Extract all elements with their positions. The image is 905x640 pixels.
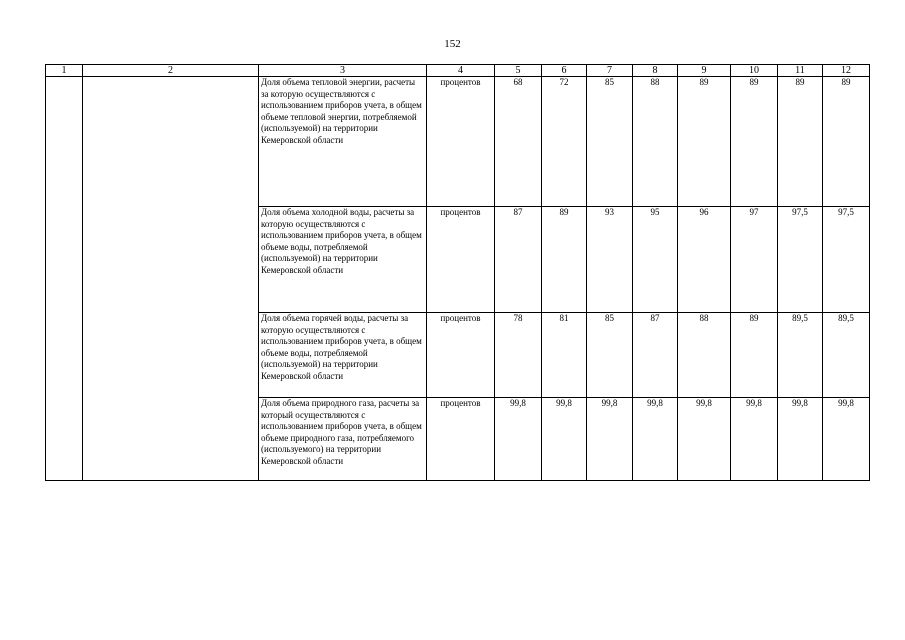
column-header: 9 (678, 65, 731, 77)
value-cell: 68 (495, 77, 542, 207)
value-cell: 99,8 (587, 398, 633, 481)
unit-cell: процентов (427, 313, 495, 398)
indicator-description: Доля объема холодной воды, расчеты за которую осуществляются с использованием приборов учета, в общем объеме воды, потребляемой (используемой) на территории Кемеровской области (259, 207, 427, 313)
value-cell: 93 (587, 207, 633, 313)
column-header: 7 (587, 65, 633, 77)
value-cell: 88 (678, 313, 731, 398)
unit-cell: процентов (427, 207, 495, 313)
indicator-description: Доля объема природного газа, расчеты за который осуществляются с использованием приборов учета, в общем объеме природного газа, потребляемого (используемого) на территории Кемеровской области (259, 398, 427, 481)
column-header: 8 (633, 65, 678, 77)
value-cell: 85 (587, 77, 633, 207)
value-cell: 89 (542, 207, 587, 313)
value-cell: 89 (731, 313, 778, 398)
column-header: 5 (495, 65, 542, 77)
value-cell: 97,5 (823, 207, 870, 313)
value-cell: 81 (542, 313, 587, 398)
value-cell: 89,5 (778, 313, 823, 398)
value-cell: 87 (495, 207, 542, 313)
value-cell: 95 (633, 207, 678, 313)
column-header: 11 (778, 65, 823, 77)
value-cell: 88 (633, 77, 678, 207)
value-cell: 78 (495, 313, 542, 398)
page-number: 152 (444, 38, 461, 50)
value-cell: 97 (731, 207, 778, 313)
value-cell: 85 (587, 313, 633, 398)
indicator-description: Доля объема тепловой энергии, расчеты за которую осуществляются с использованием приборов учета, в общем объеме тепловой энергии, потребляемой (используемой) на территории Кемеровской области (259, 77, 427, 207)
value-cell: 89,5 (823, 313, 870, 398)
column-header: 1 (46, 65, 83, 77)
indicator-table (45, 64, 870, 481)
column-header: 4 (427, 65, 495, 77)
column-header: 2 (83, 65, 259, 77)
column-header: 10 (731, 65, 778, 77)
table-row (46, 77, 870, 207)
unit-cell: процентов (427, 77, 495, 207)
empty-cell-col2 (83, 77, 259, 481)
value-cell: 99,8 (542, 398, 587, 481)
column-header: 12 (823, 65, 870, 77)
value-cell: 99,8 (778, 398, 823, 481)
unit-cell: процентов (427, 398, 495, 481)
table-header-row (46, 65, 870, 77)
value-cell: 87 (633, 313, 678, 398)
value-cell: 99,8 (678, 398, 731, 481)
value-cell: 97,5 (778, 207, 823, 313)
indicator-description: Доля объема горячей воды, расчеты за которую осуществляются с использованием приборов учета, в общем объеме воды, потребляемой (используемой) на территории Кемеровской области (259, 313, 427, 398)
value-cell: 99,8 (495, 398, 542, 481)
value-cell: 89 (678, 77, 731, 207)
column-header: 6 (542, 65, 587, 77)
column-header: 3 (259, 65, 427, 77)
value-cell: 89 (731, 77, 778, 207)
value-cell: 89 (778, 77, 823, 207)
value-cell: 99,8 (731, 398, 778, 481)
value-cell: 96 (678, 207, 731, 313)
value-cell: 72 (542, 77, 587, 207)
value-cell: 99,8 (823, 398, 870, 481)
value-cell: 89 (823, 77, 870, 207)
value-cell: 99,8 (633, 398, 678, 481)
empty-cell-col1 (46, 77, 83, 481)
